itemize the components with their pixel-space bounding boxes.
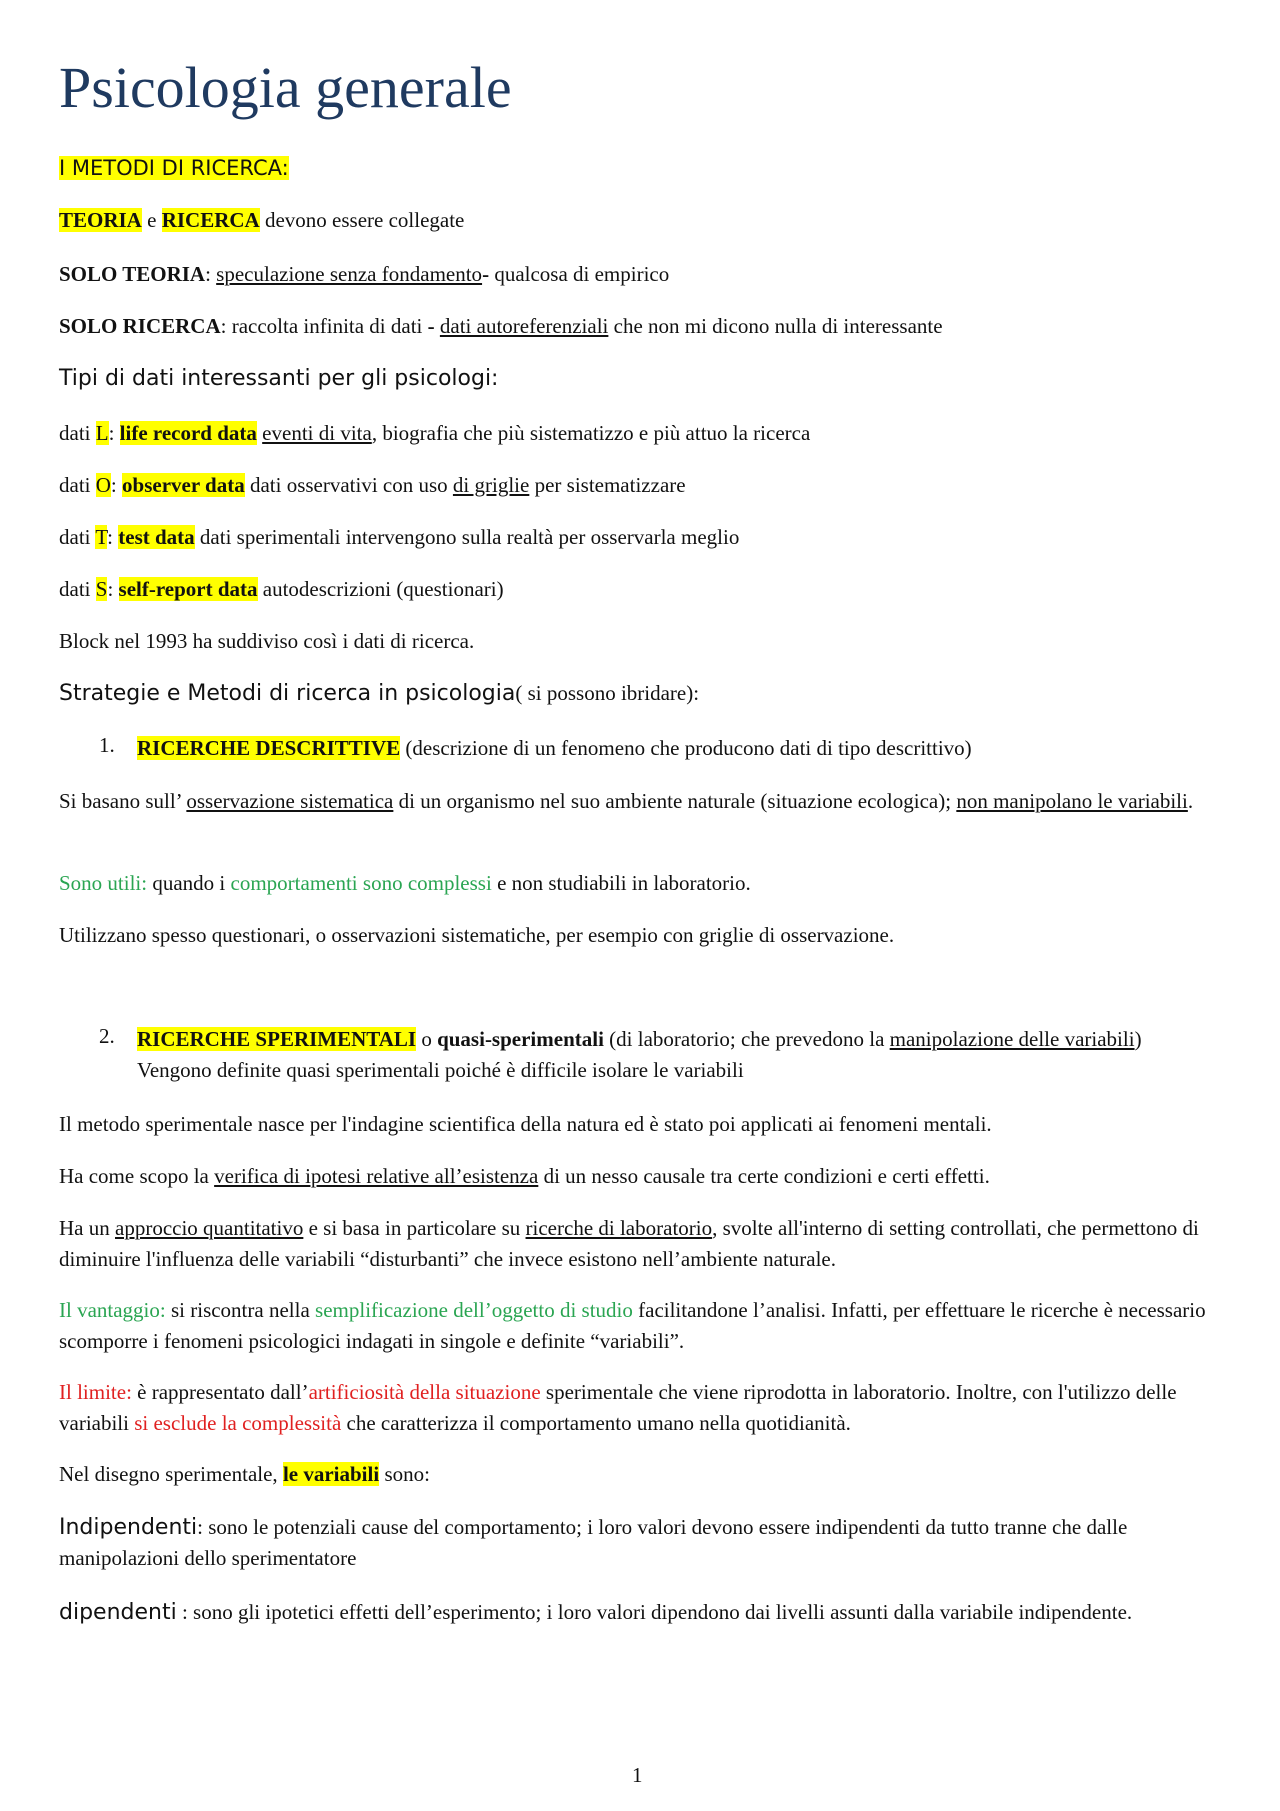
heading-tipi: Tipi di dati interessanti per gli psicologi:	[59, 366, 499, 391]
dati-prefix: dati	[59, 421, 96, 445]
dati-row-o	[59, 470, 1224, 501]
solo-ricerca-dash: -	[427, 314, 435, 338]
solo-ricerca-underlined: dati autoreferenziali	[439, 314, 609, 338]
dipendenti-paragraph	[59, 1597, 1224, 1628]
dati-row-l	[59, 418, 1224, 449]
list-item-sperimentali	[137, 1024, 1195, 1086]
dati-letter: S	[95, 577, 108, 601]
solo-teoria-underlined: speculazione senza fondamento	[216, 262, 483, 286]
heading-methods-text: I METODI DI RICERCA:	[59, 156, 289, 180]
bold-span: quasi-sperimentali	[437, 1027, 604, 1051]
dati-gap: dati osservativi con uso	[244, 473, 453, 497]
descr-paragraph-1	[59, 786, 1224, 817]
dati-letter: T	[95, 525, 108, 549]
green-span: comportamenti sono complessi	[230, 871, 492, 895]
underlined-span: manipolazione delle variabili	[889, 1027, 1135, 1051]
teoria-label: TEORIA	[59, 208, 142, 232]
line-solo-teoria	[59, 259, 1224, 290]
list-number: 2.	[99, 1024, 115, 1048]
page-title: Psicologia generale	[59, 55, 512, 120]
text-span: e non studiabili in laboratorio.	[491, 871, 751, 895]
list-number: 1.	[99, 733, 115, 757]
dati-colon: :	[107, 525, 119, 549]
underlined-span: verifica di ipotesi relative all’esistenza	[214, 1164, 539, 1188]
list-item-descrittive	[137, 733, 1227, 764]
dati-name: life record data	[119, 421, 257, 445]
dati-prefix: dati	[59, 525, 96, 549]
red-span: Il limite:	[59, 1380, 132, 1404]
sper-paragraph-5	[59, 1377, 1224, 1439]
text-span: è rappresentato dall’	[131, 1380, 309, 1404]
dati-colon: :	[107, 577, 119, 601]
text-span: .	[1187, 789, 1194, 813]
heading-strategie-text: Strategie e Metodi di ricerca in psicologia	[59, 681, 516, 706]
text-span: sono:	[379, 1462, 430, 1486]
solo-teoria-colon: :	[205, 262, 217, 286]
heading-strategie-rest: ( si possono ibridare):	[515, 681, 700, 705]
item-rest: (descrizione di un fenomeno che producono dati di tipo descrittivo)	[400, 736, 972, 760]
dati-name: self-report data	[118, 577, 258, 601]
solo-ricerca-rest: che non mi dicono nulla di interessante	[608, 314, 943, 338]
text-span: Si basano sull’	[59, 789, 187, 813]
text-span: facilitandone l’analisi. Infatti, per effettuare le ricerche è necessario scomporre i fenomeni psicologici indagati in singole e definite “variabili”.	[59, 1298, 1206, 1353]
sper-paragraph-3	[59, 1213, 1224, 1275]
text-span: di un organismo nel suo ambiente naturale (situazione ecologica);	[393, 789, 957, 813]
indipendenti-rest: : sono le potenziali cause del comportamento; i loro valori devono essere indipendenti da tutto tranne che dalle manipolazioni dello sperimentatore	[59, 1515, 1128, 1570]
descr-paragraph-3: Utilizzano spesso questionari, o osservazioni sistematiche, per esempio con griglie di osservazione.	[59, 923, 895, 947]
sper-paragraph-4	[59, 1295, 1224, 1357]
dati-rest: , biografia che più sistematizzo e più attuo la ricerca	[371, 421, 811, 445]
line-solo-ricerca	[59, 311, 1224, 342]
text-span: sperimentale che viene riprodotta in laboratorio. Inoltre, con l'utilizzo delle variabili	[59, 1380, 1177, 1435]
page-number: 1	[632, 1763, 643, 1787]
indipendenti-label: Indipendenti	[59, 1515, 198, 1540]
sper-paragraph-2	[59, 1161, 1224, 1192]
text-span: o	[416, 1027, 438, 1051]
underlined-span: non manipolano le variabili	[956, 789, 1188, 813]
red-span: artificiosità della situazione	[308, 1380, 541, 1404]
dati-underlined: di griglie	[452, 473, 530, 497]
teoria-rest: devono essere collegate	[259, 208, 465, 232]
dati-prefix: dati	[59, 473, 96, 497]
dati-row-s	[59, 574, 1224, 605]
highlight-span: le variabili	[282, 1462, 380, 1486]
dati-name: test data	[118, 525, 195, 549]
green-span: Il vantaggio:	[59, 1298, 166, 1322]
dipendenti-label: dipendenti	[59, 1600, 177, 1625]
dati-prefix: dati	[59, 577, 96, 601]
dipendenti-rest: : sono gli ipotetici effetti dell’esperimento; i loro valori dipendono dai livelli assunti dalla variabile indipendente.	[176, 1600, 1133, 1624]
heading-strategie	[59, 678, 1224, 709]
item-label: RICERCHE SPERIMENTALI	[137, 1027, 417, 1051]
dati-underlined: eventi di vita	[262, 421, 372, 445]
item-label: RICERCHE DESCRITTIVE	[137, 736, 401, 760]
ricerca-label: RICERCA	[161, 208, 260, 232]
solo-teoria-dash: -	[482, 262, 490, 286]
text-span: Ha un	[59, 1216, 115, 1240]
dati-row-t	[59, 522, 1224, 553]
indipendenti-paragraph	[59, 1512, 1224, 1574]
dati-rest: per sistematizzare	[529, 473, 686, 497]
underlined-span: approccio quantitativo	[115, 1216, 304, 1240]
teoria-and: e	[141, 208, 162, 232]
heading-methods	[59, 153, 1224, 184]
underlined-span: osservazione sistematica	[186, 789, 394, 813]
red-span: si esclude la complessità	[134, 1411, 342, 1435]
text-span: , svolte all'interno di setting controllati, che permettono di diminuire l'influenza delle variabili “disturbanti” che invece esistono nell’ambiente naturale.	[59, 1216, 1199, 1271]
dati-letter: O	[95, 473, 111, 497]
sper-paragraph-1: Il metodo sperimentale nasce per l'indagine scientifica della natura ed è stato poi applicati ai fenomeni mentali.	[59, 1112, 992, 1136]
text-span: Nel disegno sperimentale,	[59, 1462, 283, 1486]
text-span: (di laboratorio; che prevedono la	[603, 1027, 890, 1051]
descr-paragraph-2	[59, 868, 1224, 899]
solo-teoria-rest: qualcosa di empirico	[489, 262, 670, 286]
dati-name: observer data	[122, 473, 245, 497]
green-span: Sono utili:	[59, 871, 148, 895]
solo-ricerca-label: SOLO RICERCA	[59, 314, 221, 338]
text-span: ) Vengono definite quasi sperimentali poiché è difficile isolare le variabili	[137, 1027, 1142, 1082]
text-span: e si basa in particolare su	[303, 1216, 526, 1240]
text-span: di un nesso causale tra certe condizioni e certi effetti.	[538, 1164, 990, 1188]
text-span: Ha come scopo la	[59, 1164, 215, 1188]
green-span: semplificazione dell’oggetto di studio	[315, 1298, 633, 1322]
underlined-span: ricerche di laboratorio	[525, 1216, 713, 1240]
text-span: quando i	[147, 871, 231, 895]
line-teoria	[59, 205, 1224, 236]
dati-colon: :	[110, 473, 123, 497]
solo-teoria-label: SOLO TEORIA	[59, 262, 206, 286]
dati-gap: dati sperimentali intervengono sulla realtà per osservarla meglio	[194, 525, 740, 549]
dati-letter: L	[95, 421, 109, 445]
sper-paragraph-6	[59, 1459, 1224, 1490]
block-line: Block nel 1993 ha suddiviso così i dati di ricerca.	[59, 629, 475, 653]
text-span: si riscontra nella	[165, 1298, 316, 1322]
solo-ricerca-text: : raccolta infinita di dati	[220, 314, 428, 338]
dati-colon: :	[108, 421, 120, 445]
text-span: che caratterizza il comportamento umano nella quotidianità.	[341, 1411, 851, 1435]
dati-gap: autodescrizioni (questionari)	[257, 577, 504, 601]
